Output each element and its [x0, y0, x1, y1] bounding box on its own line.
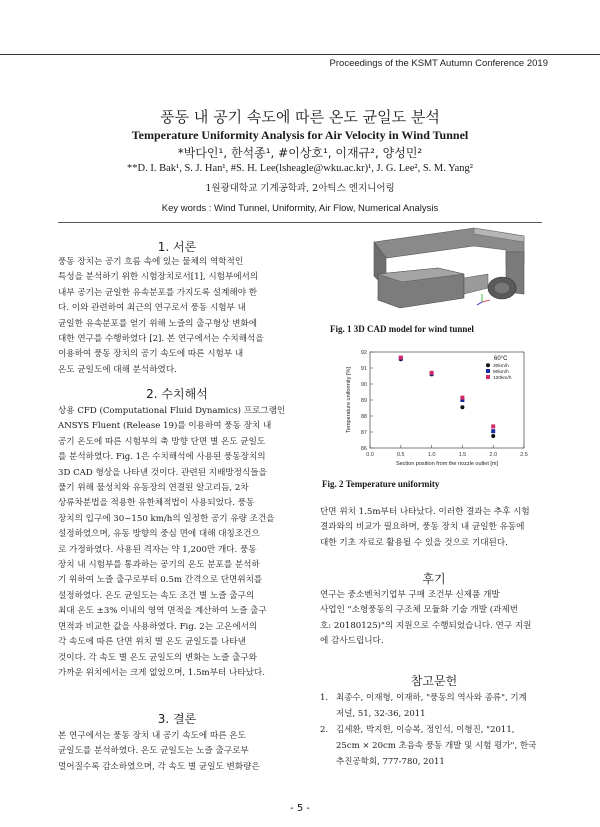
legend-label: 90km/h — [493, 370, 509, 375]
y-tick-label: 86 — [360, 446, 367, 452]
numerical-paragraph — [58, 404, 296, 681]
text-line: 다. 이와 관련하여 최근의 연구로서 풍동 시험부 내 — [58, 303, 246, 314]
data-point — [491, 434, 495, 438]
text-line: 면적과 비교한 값을 사용하였다. Fig. 2는 고온에서의 — [58, 621, 258, 632]
reference-item — [320, 690, 550, 722]
text-line: 호: 20180125)"의 지원으로 수행되었습니다. 연구 지원 — [320, 620, 532, 631]
data-point — [491, 429, 495, 433]
x-tick-label: 2.5 — [520, 452, 528, 458]
text-line: 풀기 위해 물성치와 유동장의 연결된 알고리듬, 2차 — [58, 483, 249, 494]
x-tick-label: 0.5 — [396, 452, 405, 458]
legend-label: 30km/h — [493, 364, 509, 369]
legend-marker — [486, 369, 490, 373]
header-rule — [0, 54, 600, 55]
heading-conclusion: 3. 결론 — [157, 712, 197, 726]
heading-numerical: 2. 수치해석 — [146, 387, 208, 401]
fig1-wind-tunnel-cad — [356, 222, 532, 322]
reference-line: 최종수, 이재형, 이재하, "풍동의 역사와 종류", 기계 — [336, 693, 527, 703]
text-line: 이용하여 풍동 장치의 공기 속도에 따른 시험부 내 — [58, 349, 244, 360]
text-line: 설정하였다. 온도 균일도는 속도 조건 별 노즐 출구의 — [58, 590, 255, 601]
x-tick-label: 1.5 — [458, 452, 467, 458]
conclusion-paragraph — [58, 729, 296, 775]
text-line: 대한 연구를 수행하였다 [2]. 본 연구에서는 수치해석을 — [58, 334, 264, 345]
title-english: Temperature Uniformity Analysis for Air Velocity in Wind Tunnel — [131, 128, 469, 142]
x-tick-label: 2.0 — [489, 452, 498, 458]
y-tick-label: 92 — [360, 350, 367, 356]
text-line: 설정하였으며, 유동 방향의 중심 면에 대해 대칭조건으 — [58, 529, 260, 540]
text-line: 장치의 입구에 30~150 km/h의 일정한 공기 유량 조건을 — [58, 513, 275, 524]
text-line: 내부 공기는 균일한 유속분포를 가지도록 설계해야 한 — [58, 287, 258, 298]
fig1-caption: Fig. 1 3D CAD model for wind tunnel — [330, 324, 474, 334]
heading-references: 참고문헌 — [410, 674, 458, 688]
page-number: - 5 - — [290, 803, 310, 814]
text-line: 특성을 분석하기 위한 시험장치로서[1], 시험부에서의 — [58, 272, 259, 283]
text-line: 사업인 "소형풍동의 구조체 모듈화 기술 개발 (과제번 — [320, 605, 519, 616]
affiliation: 1원광대학교 기계공학과, 2아틱스 엔지니어링 — [205, 183, 395, 194]
text-line: 각 속도에 따른 단면 위치 별 온도 균일도를 나타낸 — [58, 637, 246, 648]
text-line: 가까운 위치에서는 크게 없었으며, 1.5m부터 나타났다. — [58, 667, 265, 678]
reference-line: 25cm × 20cm 초음속 풍동 개발 및 시험 평가", 한국 — [336, 741, 537, 751]
text-line: 풍동 장치는 공기 흐름 속에 있는 물체의 역학적인 — [58, 257, 244, 267]
heading-intro: 1. 서론 — [157, 240, 197, 254]
data-point — [430, 371, 434, 375]
text-line: 결과와의 비교가 필요하며, 풍동 장치 내 균일한 유동에 — [320, 522, 525, 533]
text-line: 대한 기초 자료로 활용될 수 있을 것으로 기대된다. — [320, 537, 508, 548]
keywords: Key words : Wind Tunnel, Uniformity, Air Flow, Numerical Analysis — [161, 203, 439, 214]
text-line: 상류차분법을 적용한 유한체적법이 사용되었다. 풍동 — [58, 498, 255, 509]
reference-number: 2. — [320, 725, 329, 735]
y-tick-label: 90 — [360, 382, 367, 388]
authors-english: **D. I. Bak¹, S. J. Han¹, #S. H. Lee(lsheagle@wku.ac.kr)¹, J. G. Lee², S. M. Yang² — [127, 163, 473, 174]
fig2-caption: Fig. 2 Temperature uniformity — [322, 479, 440, 489]
y-axis-label: Temperature uniformity [%] — [346, 367, 352, 433]
reference-number: 1. — [320, 693, 329, 703]
text-line: 연구는 중소벤처기업부 구매 조건부 신제품 개발 — [320, 590, 500, 600]
text-line: 를 분석하였다. Fig. 1은 수치해석에 사용된 풍동장치의 — [58, 452, 266, 463]
conclusion-continued — [320, 505, 548, 551]
reference-line: 추진공학회, 777-780, 2011 — [336, 757, 445, 767]
data-point — [491, 424, 495, 428]
text-line: 멀어질수록 감소하였으며, 각 속도 별 균일도 변화량은 — [58, 761, 260, 772]
data-point — [460, 405, 464, 409]
x-axis-label: Section position from the nozzle outlet [m] — [395, 461, 499, 467]
text-line: 균일한 유속분포를 얻기 위해 노즐의 출구형상 변화에 — [58, 318, 258, 329]
y-tick-label: 88 — [360, 414, 367, 420]
authors-korean: *박다인¹, 한석종¹, #이상호¹, 이재규², 양성민² — [177, 146, 423, 160]
text-line: 단면 위치 1.5m부터 나타났다. 이러한 결과는 추후 시험 — [320, 507, 530, 517]
text-line: 본 연구에서는 풍동 장치 내 공기 속도에 따른 온도 — [58, 731, 246, 741]
text-line: 기 위하여 노즐 출구로부터 0.5m 간격으로 단면위치를 — [58, 575, 263, 586]
text-line: 공기 온도에 따른 시험부의 축 방향 단면 별 온도 균일도 — [58, 436, 266, 447]
text-line: 로 가정하였다. 사용된 격자는 약 1,200만 개다. 풍동 — [58, 544, 257, 555]
text-line: 온도 균일도에 대해 분석하였다. — [58, 364, 177, 375]
reference-line: 김세환, 박지헌, 이승복, 정인석, 이형진, "2011, — [336, 725, 515, 735]
text-line: 균일도를 분석하였다. 온도 균일도는 노즐 출구로부 — [58, 746, 249, 757]
y-tick-label: 89 — [360, 398, 367, 404]
text-line: 3D CAD 형상을 나타낸 것이다. 관련된 지배방정식들을 — [58, 467, 267, 478]
legend-marker — [486, 375, 490, 379]
x-tick-label: 1.0 — [427, 452, 436, 458]
fig2-temperature-uniformity-chart — [340, 344, 530, 474]
reference-item — [320, 722, 550, 770]
text-line: 것이다. 각 속도 별 온도 균일도의 변화는 노즐 출구와 — [58, 652, 257, 663]
acknowledgement-paragraph — [320, 588, 548, 650]
heading-acknowledgement: 후기 — [422, 572, 446, 586]
title-korean: 풍동 내 공기 속도에 따른 온도 균일도 분석 — [160, 108, 440, 126]
legend-label: 120km/h — [493, 376, 512, 381]
x-tick-label: 0.0 — [366, 452, 374, 458]
y-tick-label: 87 — [360, 430, 367, 436]
data-point — [460, 396, 464, 400]
intro-paragraph — [58, 255, 296, 378]
text-line: 에 감사드립니다. — [320, 636, 384, 647]
legend-title: 60°C — [494, 356, 508, 362]
reference-line: 저널, 51, 32-36, 2011 — [336, 709, 426, 719]
text-line: ANSYS Fluent (Release 19)를 이용하여 풍동 장치 내 — [58, 421, 272, 432]
data-point — [399, 356, 403, 360]
y-tick-label: 91 — [360, 366, 367, 372]
legend-marker — [486, 363, 490, 367]
text-line: 장치 내 시험부를 통과하는 공기의 온도 분포를 분석하 — [58, 560, 260, 571]
reference-list — [320, 690, 550, 770]
text-line: 최대 온도 ±3% 이내의 영역 면적을 계산하여 노즐 출구 — [58, 606, 267, 617]
proceedings-header: Proceedings of the KSMT Autumn Conference 2019 — [329, 58, 548, 69]
text-line: 상용 CFD (Computational Fluid Dynamics) 프로그램인 — [58, 406, 286, 416]
